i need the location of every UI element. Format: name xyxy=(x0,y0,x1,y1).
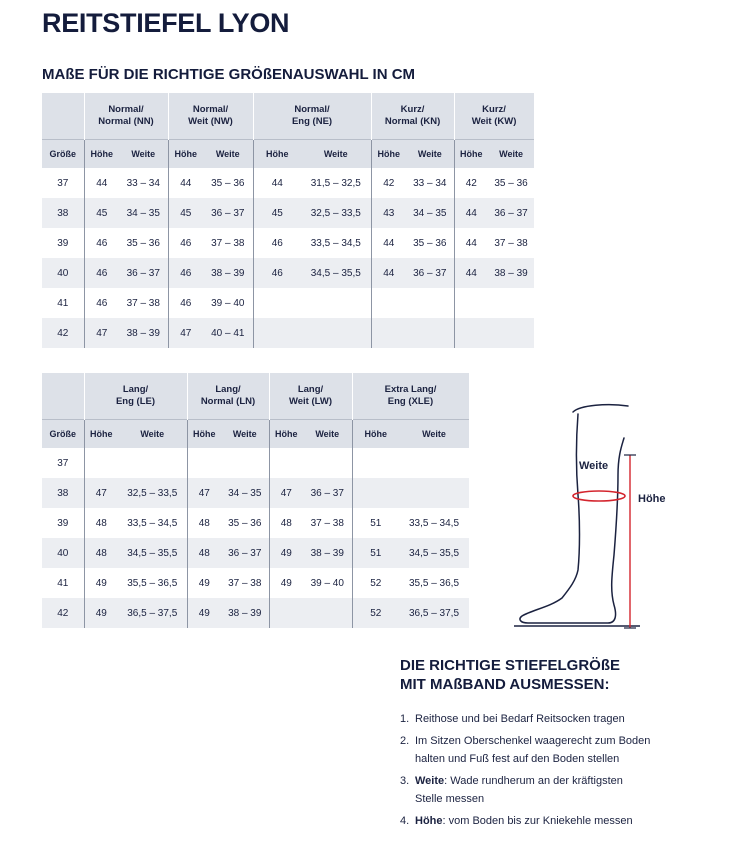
size-cell: 42 xyxy=(42,598,84,628)
height-cell: 46 xyxy=(168,288,203,318)
width-cell: 32,5 – 33,5 xyxy=(118,478,187,508)
width-cell: 36 – 37 xyxy=(303,478,352,508)
column-group-header xyxy=(84,93,168,140)
height-cell: 43 xyxy=(371,198,406,228)
height-column-header: Höhe xyxy=(253,140,301,169)
height-cell: 48 xyxy=(187,538,221,568)
size-column-header: Größe xyxy=(42,140,84,169)
step-number: 2. xyxy=(400,735,410,747)
size-table-2 xyxy=(42,373,470,628)
group-label-line-1: Extra Lang/ xyxy=(384,384,437,395)
width-cell xyxy=(399,448,469,478)
width-cell xyxy=(301,288,371,318)
group-label-line-1: Normal/ xyxy=(192,104,229,115)
height-cell: 47 xyxy=(269,478,303,508)
instruction-step xyxy=(400,710,700,728)
group-label-line-2: Eng (NE) xyxy=(291,116,333,127)
width-cell: 35 – 36 xyxy=(228,517,262,529)
size-cell: 37 xyxy=(57,177,69,189)
leg-outline xyxy=(520,405,628,623)
column-group-header xyxy=(187,373,269,420)
step-number: 3. xyxy=(400,775,410,787)
size-table-1 xyxy=(42,93,535,348)
step-text-main: : Wade rundherum an der kräftigsten xyxy=(444,775,623,787)
size-cell: 42 xyxy=(42,318,84,348)
height-cell: 52 xyxy=(352,598,399,628)
height-cell: 49 xyxy=(84,568,118,598)
group-label-line-2: Normal (NN) xyxy=(98,116,154,127)
height-cell xyxy=(269,598,303,628)
step-text xyxy=(415,812,633,830)
size-cell: 39 xyxy=(57,517,69,529)
table-row xyxy=(42,228,534,258)
width-cell: 34,5 – 35,5 xyxy=(301,258,371,288)
page-title: REITSTIEFEL LYON xyxy=(42,8,290,38)
width-cell: 31,5 – 32,5 xyxy=(310,177,361,189)
step-number: 4. xyxy=(400,815,410,827)
width-cell: 34 – 35 xyxy=(119,198,168,228)
group-label-line-1: Lang/ xyxy=(297,384,324,395)
width-cell xyxy=(488,318,534,348)
table-row xyxy=(42,568,469,598)
height-column-header: Höhe xyxy=(187,420,221,449)
width-cell xyxy=(303,598,352,628)
instruction-step xyxy=(400,772,700,808)
table-row xyxy=(42,198,534,228)
height-cell: 45 xyxy=(84,198,119,228)
table-header-columns xyxy=(42,420,469,449)
width-cell: 35 – 36 xyxy=(413,237,447,249)
height-cell: 49 xyxy=(187,568,221,598)
instructions-title-line-1: DIE RICHTIGE STIEFELGRÖßE xyxy=(400,657,621,674)
height-cell xyxy=(253,288,301,318)
width-cell: 36,5 – 37,5 xyxy=(399,598,469,628)
height-cell: 42 xyxy=(454,168,488,198)
height-column-header: Höhe xyxy=(269,420,303,449)
height-cell: 47 xyxy=(84,318,119,348)
width-cell: 38 – 39 xyxy=(303,538,352,568)
height-column-header: Höhe xyxy=(371,140,406,169)
width-cell: 33,5 – 34,5 xyxy=(408,517,460,529)
height-cell: 46 xyxy=(168,228,203,258)
height-cell xyxy=(253,318,301,348)
height-cell: 47 xyxy=(84,478,118,508)
height-cell: 44 xyxy=(371,258,406,288)
group-label-line-2: Normal (KN) xyxy=(384,116,441,127)
width-cell: 36 – 37 xyxy=(406,258,454,288)
instructions-title-line-2: MIT MAßBAND AUSMESSEN: xyxy=(400,676,610,693)
width-cell xyxy=(406,288,454,318)
table-header-columns xyxy=(42,140,534,169)
table-row xyxy=(42,288,534,318)
column-group-header xyxy=(269,373,352,420)
table-row xyxy=(42,508,469,538)
step-number: 1. xyxy=(400,713,410,725)
height-cell xyxy=(187,448,221,478)
height-label: Höhe xyxy=(638,493,666,505)
group-label-line-2: Eng (XLE) xyxy=(387,396,434,407)
instruction-step xyxy=(400,812,700,830)
step-keyword: Höhe xyxy=(415,815,443,827)
group-label-line-1: Normal/ xyxy=(294,104,330,115)
instruction-step xyxy=(400,732,700,768)
width-cell: 39 – 40 xyxy=(310,577,344,589)
height-cell: 48 xyxy=(84,508,118,538)
table-row xyxy=(42,448,469,478)
group-label-line-2: Normal (LN) xyxy=(200,396,256,407)
height-cell: 52 xyxy=(352,568,399,598)
height-cell: 46 xyxy=(253,228,301,258)
table-header-groups xyxy=(42,373,469,420)
width-cell: 36 – 37 xyxy=(221,538,269,568)
step-text-line-1 xyxy=(415,812,633,830)
height-cell: 49 xyxy=(187,598,221,628)
height-cell xyxy=(352,448,399,478)
width-cell: 33,5 – 34,5 xyxy=(127,517,178,529)
size-cell: 39 xyxy=(57,237,69,249)
width-cell: 35 – 36 xyxy=(126,237,160,249)
group-label-line-2: Weit (KW) xyxy=(471,116,517,127)
size-column-header: Größe xyxy=(42,420,84,449)
group-label-line-1: Lang/ xyxy=(215,384,241,395)
width-cell: 37 – 38 xyxy=(310,517,344,529)
boot-measurement-diagram xyxy=(510,400,700,640)
step-text-line-2: Stelle messen xyxy=(415,793,485,805)
column-group-header xyxy=(352,373,469,420)
table-header-groups xyxy=(42,93,534,140)
table-row xyxy=(42,168,534,198)
table-row xyxy=(42,318,534,348)
table-row xyxy=(42,478,469,508)
size-cell: 40 xyxy=(42,538,84,568)
height-cell xyxy=(371,318,406,348)
width-cell: 35,5 – 36,5 xyxy=(127,577,178,589)
group-label-line-2: Eng (LE) xyxy=(115,396,156,407)
height-column-header: Höhe xyxy=(84,140,119,169)
step-text xyxy=(415,772,623,808)
height-cell: 46 xyxy=(168,258,203,288)
height-cell: 48 xyxy=(187,508,221,538)
width-cell: 35,5 – 36,5 xyxy=(408,577,460,589)
step-keyword: Weite xyxy=(415,775,445,787)
width-cell: 37 – 38 xyxy=(126,297,160,309)
height-cell: 44 xyxy=(253,168,301,198)
column-group-header xyxy=(253,93,371,140)
table-row xyxy=(42,258,534,288)
height-cell xyxy=(371,288,406,318)
column-group-header xyxy=(84,373,187,420)
instructions-title xyxy=(400,656,720,694)
height-cell: 46 xyxy=(84,288,119,318)
group-label-line-2: Weit (LW) xyxy=(288,396,333,407)
width-column-header: Weite xyxy=(119,140,168,169)
width-cell xyxy=(301,318,371,348)
instructions-list xyxy=(400,710,700,834)
width-cell: 34 – 35 xyxy=(406,198,454,228)
step-text xyxy=(415,710,625,728)
table-body xyxy=(42,448,469,628)
step-text-main: Im Sitzen Oberschenkel waagerecht zum Boden xyxy=(415,735,651,747)
height-cell: 48 xyxy=(269,508,303,538)
height-cell: 48 xyxy=(84,538,118,568)
width-cell: 34,5 – 35,5 xyxy=(118,538,187,568)
width-cell: 37 – 38 xyxy=(228,577,262,589)
step-text-line-1 xyxy=(415,772,623,790)
height-cell: 47 xyxy=(187,478,221,508)
height-column-header: Höhe xyxy=(352,420,399,449)
height-cell: 46 xyxy=(84,228,119,258)
width-column-header: Weite xyxy=(203,140,253,169)
width-cell: 38 – 39 xyxy=(221,598,269,628)
size-cell: 41 xyxy=(57,577,69,589)
height-cell: 49 xyxy=(269,568,303,598)
step-text-line-1 xyxy=(415,732,650,750)
width-cell: 33,5 – 34,5 xyxy=(310,237,361,249)
width-column-header: Weite xyxy=(118,420,187,449)
table-row xyxy=(42,598,469,628)
step-text xyxy=(415,732,650,768)
width-column-header: Weite xyxy=(221,420,269,449)
height-cell: 42 xyxy=(371,168,406,198)
width-cell: 38 – 39 xyxy=(119,318,168,348)
height-cell xyxy=(269,448,303,478)
step-text-main: : vom Boden bis zur Kniekehle messen xyxy=(442,815,633,827)
group-label-line-1: Kurz/ xyxy=(400,104,425,115)
step-text-main: Reithose und bei Bedarf Reitsocken tragen xyxy=(415,713,625,725)
height-cell: 51 xyxy=(352,508,399,538)
width-cell: 34,5 – 35,5 xyxy=(399,538,469,568)
height-column-header: Höhe xyxy=(84,420,118,449)
width-column-header: Weite xyxy=(488,140,534,169)
width-cell: 39 – 40 xyxy=(211,297,245,309)
size-cell: 38 xyxy=(42,198,84,228)
height-column-header: Höhe xyxy=(454,140,488,169)
width-cell xyxy=(399,478,469,508)
height-cell: 47 xyxy=(168,318,203,348)
size-cell: 41 xyxy=(57,297,69,309)
group-label-line-1: Lang/ xyxy=(122,384,149,395)
height-cell: 49 xyxy=(84,598,118,628)
height-cell: 44 xyxy=(454,258,488,288)
width-column-header: Weite xyxy=(301,140,371,169)
height-cell xyxy=(454,318,488,348)
height-cell: 46 xyxy=(84,258,119,288)
column-group-header xyxy=(454,93,534,140)
width-cell xyxy=(406,318,454,348)
width-cell: 36,5 – 37,5 xyxy=(118,598,187,628)
table-row xyxy=(42,538,469,568)
step-text-line-1 xyxy=(415,710,625,728)
width-cell: 36 – 37 xyxy=(203,198,253,228)
height-cell: 44 xyxy=(454,228,488,258)
width-cell xyxy=(488,288,534,318)
width-cell: 34 – 35 xyxy=(221,478,269,508)
width-cell: 33 – 34 xyxy=(126,177,160,189)
width-cell: 33 – 34 xyxy=(413,177,447,189)
width-cell xyxy=(221,448,269,478)
size-cell: 40 xyxy=(42,258,84,288)
height-cell: 45 xyxy=(253,198,301,228)
height-cell: 46 xyxy=(253,258,301,288)
height-cell: 44 xyxy=(168,168,203,198)
height-cell: 44 xyxy=(84,168,119,198)
height-cell xyxy=(454,288,488,318)
width-cell: 32,5 – 33,5 xyxy=(301,198,371,228)
size-cell: 38 xyxy=(42,478,84,508)
width-cell xyxy=(303,448,352,478)
width-cell: 36 – 37 xyxy=(488,198,534,228)
width-cell: 40 – 41 xyxy=(203,318,253,348)
group-label-line-1: Normal/ xyxy=(108,104,144,115)
width-cell: 35 – 36 xyxy=(494,177,528,189)
width-label: Weite xyxy=(579,460,609,472)
width-cell: 35 – 36 xyxy=(211,177,245,189)
height-cell: 51 xyxy=(352,538,399,568)
column-group-header xyxy=(371,93,454,140)
width-cell: 38 – 39 xyxy=(203,258,253,288)
height-cell: 44 xyxy=(454,198,488,228)
width-cell xyxy=(118,448,187,478)
width-cell: 37 – 38 xyxy=(211,237,245,249)
column-group-header xyxy=(168,93,253,140)
step-text-line-2: halten und Fuß fest auf den Boden stellen xyxy=(415,753,620,765)
height-cell xyxy=(352,478,399,508)
height-cell: 45 xyxy=(168,198,203,228)
width-cell: 37 – 38 xyxy=(494,237,528,249)
width-column-header: Weite xyxy=(406,140,454,169)
corner-cell xyxy=(42,93,84,140)
group-label-line-2: Weit (NW) xyxy=(188,116,233,127)
height-column-header: Höhe xyxy=(168,140,203,169)
table-body xyxy=(42,168,534,348)
height-cell: 49 xyxy=(269,538,303,568)
group-label-line-1: Kurz/ xyxy=(482,104,506,115)
corner-cell xyxy=(42,373,84,420)
width-cell: 38 – 39 xyxy=(488,258,534,288)
width-column-header: Weite xyxy=(399,420,469,449)
size-cell: 37 xyxy=(57,457,69,469)
height-cell xyxy=(84,448,118,478)
width-cell: 36 – 37 xyxy=(119,258,168,288)
width-column-header: Weite xyxy=(303,420,352,449)
section-subtitle: MAßE FÜR DIE RICHTIGE GRÖßENAUSWAHL IN CM xyxy=(42,66,416,83)
height-cell: 44 xyxy=(371,228,406,258)
